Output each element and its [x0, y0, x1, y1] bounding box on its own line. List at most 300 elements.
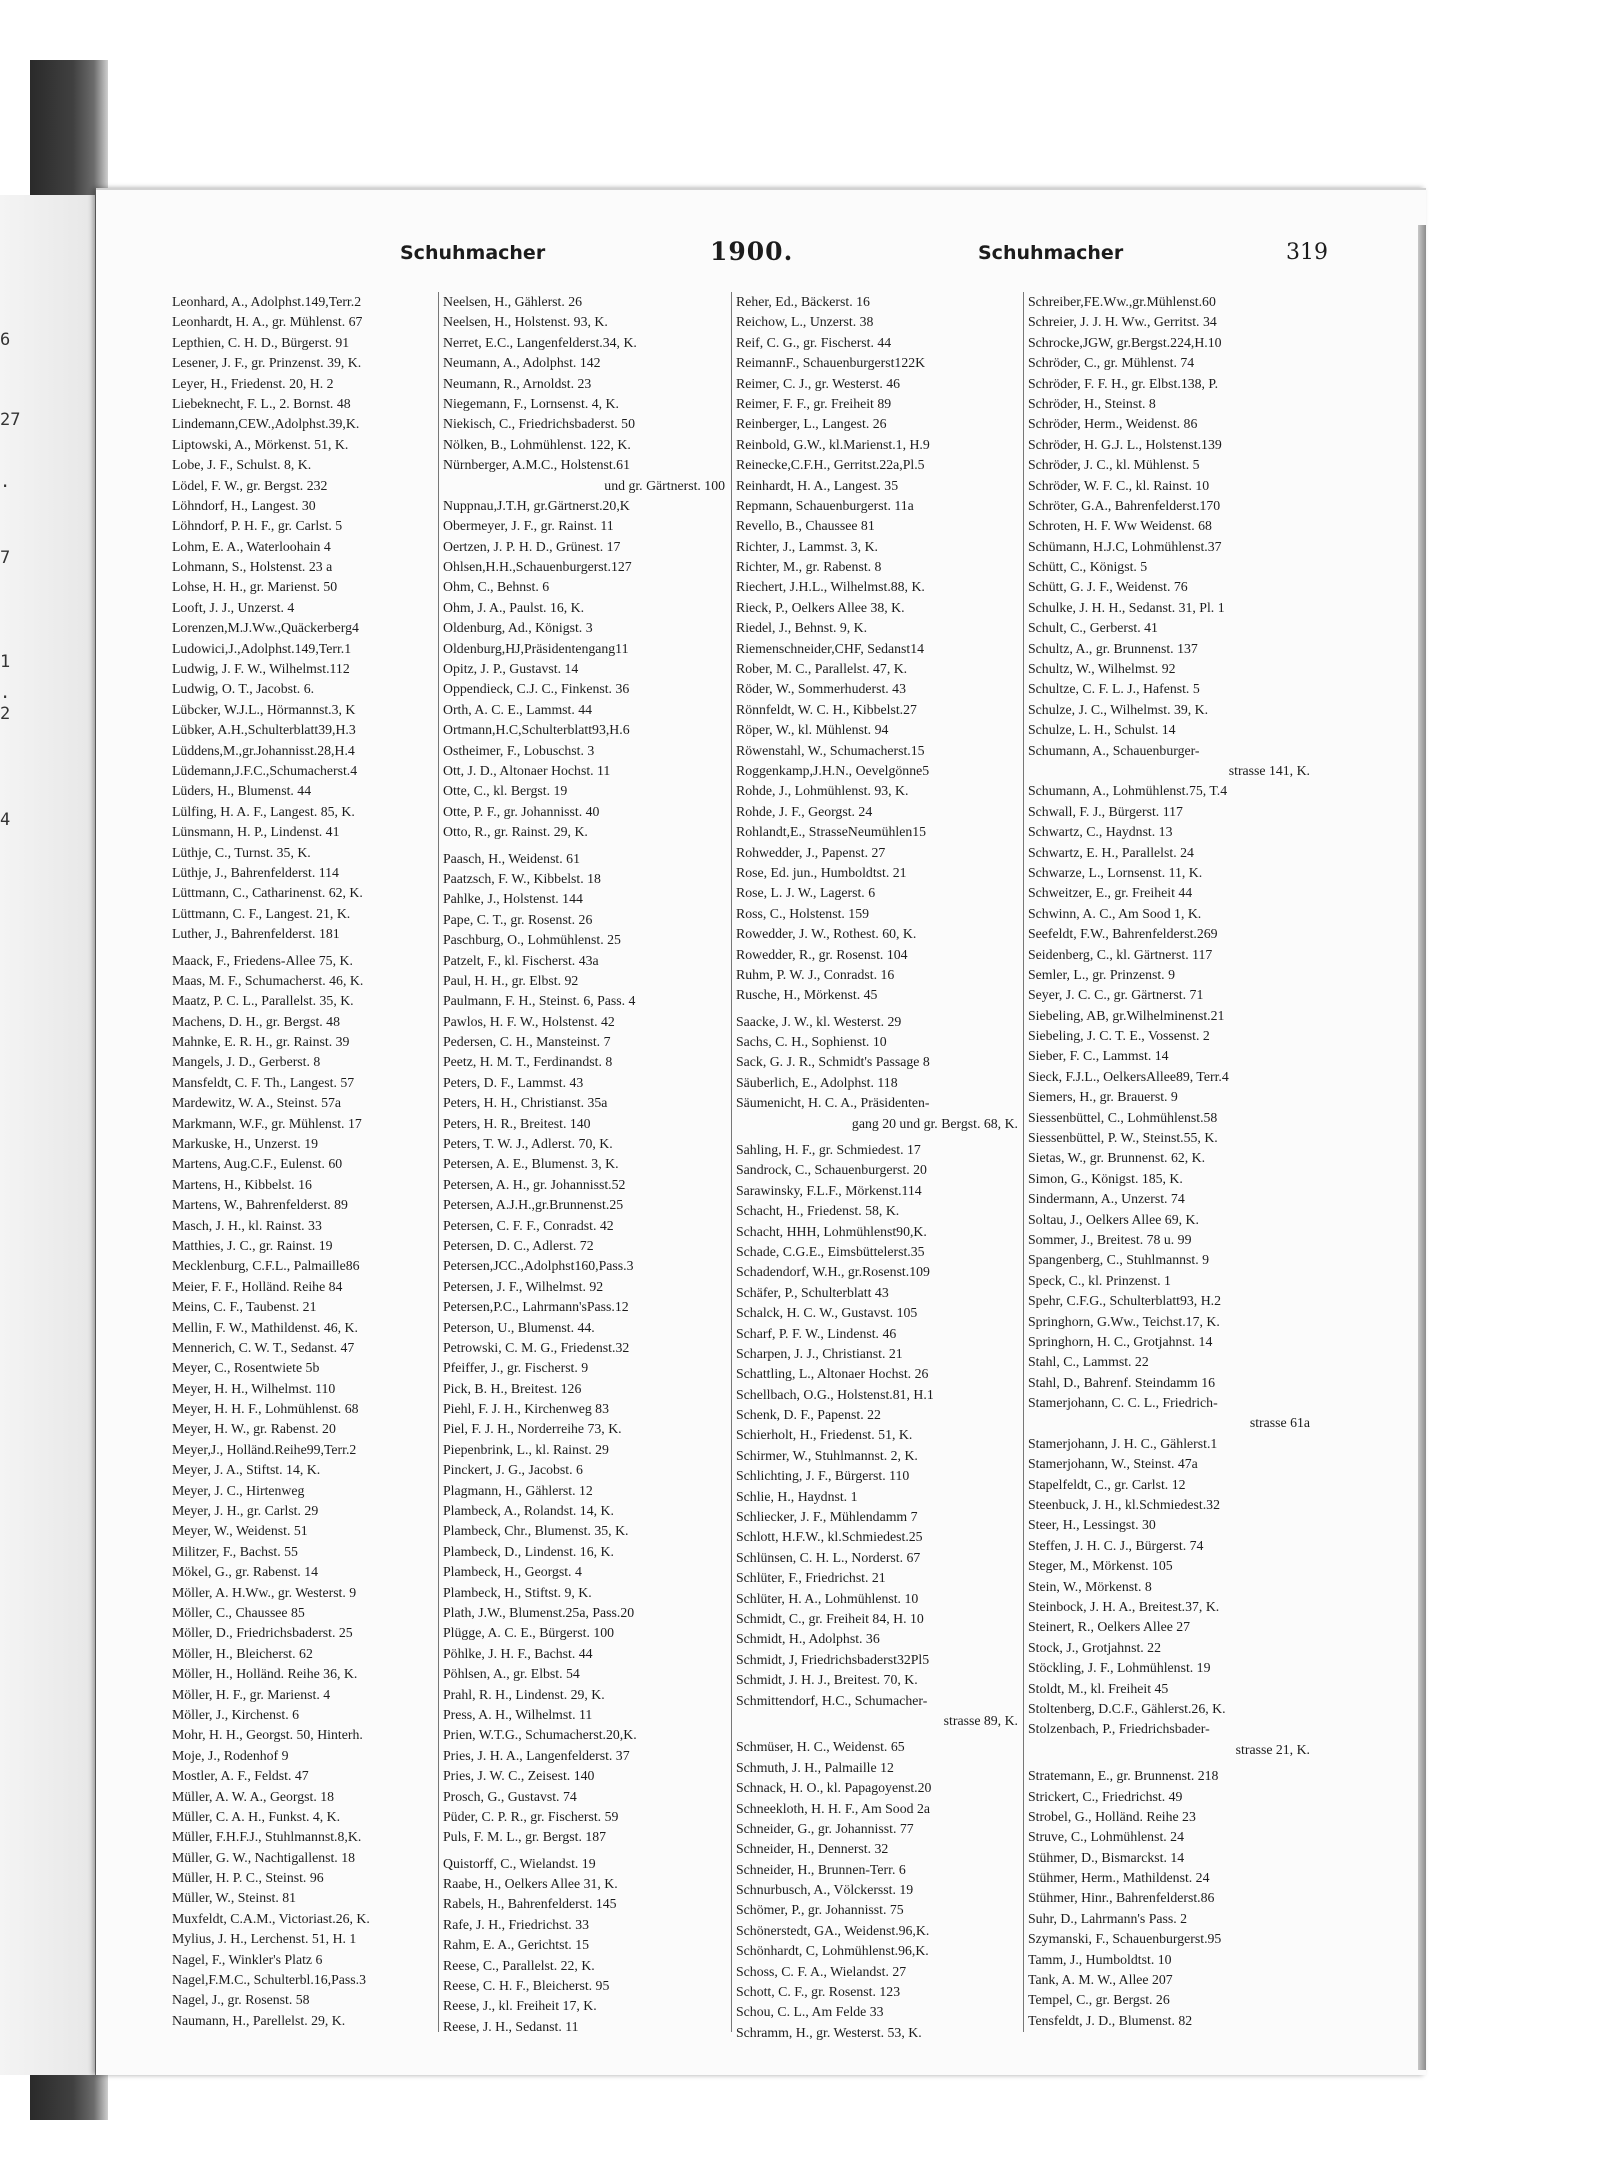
directory-entry: Möller, H. F., gr. Marienst. 4 [172, 1686, 331, 1702]
directory-entry: Press, A. H., Wilhelmst. 11 [443, 1706, 593, 1722]
directory-entry: Stamerjohann, W., Steinst. 47a [1028, 1456, 1198, 1472]
directory-entry: Plambeck, H., Stiftst. 9, K. [443, 1584, 592, 1600]
directory-entry: Schwall, F. J., Bürgerst. 117 [1028, 803, 1183, 819]
directory-entry: Rahm, E. A., Gerichtst. 15 [443, 1937, 589, 1953]
directory-entry: Schulze, J. C., Wilhelmst. 39, K. [1028, 701, 1209, 717]
directory-entry: Leyer, H., Friedenst. 20, H. 2 [172, 375, 334, 391]
directory-entry: Pinckert, J. G., Jacobst. 6 [443, 1462, 583, 1478]
directory-entry: Piehl, F. J. H., Kirchenweg 83 [443, 1401, 609, 1417]
directory-entry: Rabels, H., Bahrenfelderst. 145 [443, 1896, 617, 1912]
directory-entry: Scharpen, J. J., Christianst. 21 [736, 1345, 903, 1361]
directory-entry: Sieck, F.J.L., OelkersAllee89, Terr.4 [1028, 1068, 1229, 1084]
directory-entry: Schweitzer, E., gr. Freiheit 44 [1028, 885, 1193, 901]
directory-entry: Stapelfeldt, C., gr. Carlst. 12 [1028, 1476, 1186, 1492]
page-header [96, 237, 1426, 282]
directory-entry: Schönerstedt, GA., Weidenst.96,K. [736, 1922, 930, 1938]
directory-entry: Meyer, J. C., Hirtenweg [172, 1482, 305, 1498]
directory-entry: Schultz, A., gr. Brunnenst. 137 [1028, 640, 1198, 656]
directory-entry: Säuberlich, E., Adolphst. 118 [736, 1074, 898, 1090]
directory-entry: Schmidt, J, Friedrichsbaderst32Pl5 [736, 1651, 930, 1667]
directory-entry: Rose, Ed. jun., Humboldtst. 21 [736, 864, 907, 880]
directory-entry: Riemenschneider,CHF, Sedanst14 [736, 640, 925, 656]
directory-entry: Sietas, W., gr. Brunnenst. 62, K. [1028, 1150, 1206, 1166]
directory-entry: Meyer, J. H., gr. Carlst. 29 [172, 1503, 319, 1519]
directory-entry: Plambeck, A., Rolandst. 14, K. [443, 1503, 614, 1519]
directory-entry: Richter, J., Lammst. 3, K. [736, 538, 878, 554]
directory-entry: Mardewitz, W. A., Steinst. 57a [172, 1095, 341, 1111]
directory-entry: Looft, J. J., Unzerst. 4 [172, 599, 295, 615]
directory-entry: Schnurbusch, A., Völckersst. 19 [736, 1882, 914, 1898]
directory-entry: Schneekloth, H. H. F., Am Sood 2a [736, 1800, 930, 1816]
directory-entry: Plagmann, H., Gählerst. 12 [443, 1482, 593, 1498]
directory-entry: Lindemann,CEW.,Adolphst.39,K. [172, 416, 360, 432]
directory-column-4 [1028, 292, 1310, 2031]
directory-entry: Struve, C., Lohmühlenst. 24 [1028, 1829, 1184, 1845]
directory-entry: Ohm, J. A., Paulst. 16, K. [443, 599, 585, 615]
directory-entry: Schrocke,JGW, gr.Bergst.224,H.10 [1028, 334, 1222, 350]
directory-entry: Petersen, D. C., Adlerst. 72 [443, 1237, 594, 1253]
directory-entry: Naumann, H., Parellelst. 29, K. [172, 2012, 346, 2028]
directory-entry: Schreiber,FE.Ww.,gr.Mühlenst.60 [1028, 294, 1216, 309]
header-right-title: Schuhmacher [978, 242, 1124, 264]
directory-entry: Schütt, G. J. F., Weidenst. 76 [1028, 579, 1188, 595]
directory-entry: Nagel, F., Winkler's Platz 6 [172, 1951, 323, 1967]
left-page-fragment: 6 [0, 330, 11, 350]
directory-entry: Nerret, E.C., Langenfelderst.34, K. [443, 334, 637, 350]
directory-entry: Prosch, G., Gustavst. 74 [443, 1788, 577, 1804]
directory-entry: Militzer, F., Bachst. 55 [172, 1543, 298, 1559]
directory-entry: Schmittendorf, H.C., Schumacher- [736, 1692, 928, 1708]
directory-entry: Lülfing, H. A. F., Langest. 85, K. [172, 803, 355, 819]
directory-entry: Püder, C. P. R., gr. Fischerst. 59 [443, 1808, 619, 1824]
directory-entry: Schmidt, J. H. J., Breitest. 70, K. [736, 1672, 918, 1688]
directory-entry: Reher, Ed., Bäckerst. 16 [736, 294, 870, 309]
directory-entry: Schröder, C., gr. Mühlenst. 74 [1028, 355, 1195, 371]
directory-entry: Otto, R., gr. Rainst. 29, K. [443, 824, 588, 840]
directory-entry: Sieber, F. C., Lammst. 14 [1028, 1048, 1169, 1064]
directory-entry: Paschburg, O., Lohmühlenst. 25 [443, 932, 621, 948]
directory-entry: Schütt, C., Königst. 5 [1028, 559, 1148, 575]
directory-entry: Rohlandt,E., StrasseNeumühlen15 [736, 824, 927, 840]
directory-entry: Steer, H., Lessingst. 30 [1028, 1517, 1156, 1533]
directory-entry: Pries, J. W. C., Zeisest. 140 [443, 1768, 595, 1784]
directory-entry: Siebeling, J. C. T. E., Vossenst. 2 [1028, 1028, 1210, 1044]
directory-entry: Markuske, H., Unzerst. 19 [172, 1136, 318, 1152]
directory-entry: Petersen,P.C., Lahrmann'sPass.12 [443, 1299, 629, 1315]
directory-entry: Sarawinsky, F.L.F., Mörkenst.114 [736, 1182, 922, 1198]
directory-entry: ReimannF., Schauenburgerst122K [736, 355, 926, 371]
directory-entry: Schumann, A., Schauenburger- [1028, 742, 1200, 758]
directory-entry: Rohde, J. F., Georgst. 24 [736, 803, 873, 819]
directory-entry: Meyer, H. W., gr. Rabenst. 20 [172, 1421, 336, 1437]
directory-entry: Stein, W., Mörkenst. 8 [1028, 1578, 1152, 1594]
directory-entry: Otte, C., kl. Bergst. 19 [443, 783, 568, 799]
directory-entry: Rohwedder, J., Papenst. 27 [736, 844, 886, 860]
directory-entry: Schade, C.G.E., Eimsbüttelerst.35 [736, 1243, 925, 1259]
directory-entry: Rieck, P., Oelkers Allee 38, K. [736, 599, 905, 615]
left-page-edge [0, 195, 95, 2075]
directory-entry: Ortmann,H.C,Schulterblatt93,H.6 [443, 722, 630, 738]
directory-entry: Schwartz, C., Haydnst. 13 [1028, 824, 1173, 840]
directory-entry: Plambeck, H., Georgst. 4 [443, 1564, 582, 1580]
directory-entry: Schroten, H. F. Ww Weidenst. 68 [1028, 518, 1212, 534]
directory-entry: Schulke, J. H. H., Sedanst. 31, Pl. 1 [1028, 599, 1225, 615]
directory-entry: Schirmer, W., Stuhlmannst. 2, K. [736, 1447, 918, 1463]
header-left-title: Schuhmacher [400, 242, 546, 264]
directory-entry: Sahling, H. F., gr. Schmiedest. 17 [736, 1142, 921, 1158]
directory-entry: Oldenburg, Ad., Königst. 3 [443, 620, 593, 636]
directory-entry: Schwarze, L., Lornsenst. 11, K. [1028, 864, 1203, 880]
directory-entry: Stühmer, D., Bismarckst. 14 [1028, 1849, 1185, 1865]
directory-entry: Springhorn, G.Ww., Teichst.17, K. [1028, 1313, 1220, 1329]
directory-entry: Petersen, A.J.H.,gr.Brunnenst.25 [443, 1197, 624, 1213]
directory-entry: Tensfeldt, J. D., Blumenst. 82 [1028, 2012, 1193, 2028]
directory-column-3 [736, 292, 1018, 2043]
directory-entry: Stahl, D., Bahrenf. Steindamm 16 [1028, 1374, 1215, 1390]
directory-entry: Neelsen, H., Gählerst. 26 [443, 294, 583, 309]
directory-entry: Lesener, J. F., gr. Prinzenst. 39, K. [172, 355, 362, 371]
directory-entry: Schmidt, C., gr. Freiheit 84, H. 10 [736, 1611, 924, 1626]
directory-entry: Ross, C., Holstenst. 159 [736, 905, 870, 921]
left-page-fragment: . [0, 683, 11, 703]
directory-entry: Pöhlsen, A., gr. Elbst. 54 [443, 1666, 580, 1682]
left-page-fragment: 7 [0, 548, 11, 568]
directory-entry: Schacht, HHH, Lohmühlenst90,K. [736, 1223, 927, 1239]
directory-entry: Stoldt, M., kl. Freiheit 45 [1028, 1680, 1169, 1696]
directory-entry: Sachs, C. H., Sophienst. 10 [736, 1034, 887, 1050]
directory-entry: Schadendorf, W.H., gr.Rosenst.109 [736, 1264, 930, 1280]
directory-entry: Schömer, P., gr. Johannisst. 75 [736, 1902, 904, 1918]
directory-entry: Niegemann, F., Lornsenst. 4, K. [443, 395, 619, 411]
directory-entry: Röder, W., Sommerhuderst. 43 [736, 681, 906, 697]
directory-entry: Sindermann, A., Unzerst. 74 [1028, 1191, 1185, 1207]
directory-entry: Tamm, J., Humboldtst. 10 [1028, 1951, 1172, 1967]
directory-entry: Stahl, C., Lammst. 22 [1028, 1354, 1149, 1370]
directory-entry: Reese, J., kl. Freiheit 17, K. [443, 1998, 597, 2014]
directory-entry: Seyer, J. C. C., gr. Gärtnerst. 71 [1028, 987, 1204, 1003]
directory-entry: Revello, B., Chaussee 81 [736, 518, 875, 534]
directory-entry: Ruhm, P. W. J., Conradst. 16 [736, 966, 895, 982]
directory-entry: Müller, H. P. C., Steinst. 96 [172, 1870, 324, 1886]
directory-entry: Schmüser, H. C., Weidenst. 65 [736, 1739, 905, 1755]
directory-entry: Moje, J., Rodenhof 9 [172, 1747, 289, 1763]
directory-entry: Rose, L. J. W., Lagerst. 6 [736, 885, 876, 901]
directory-entry: Stamerjohann, J. H. C., Gählerst.1 [1028, 1435, 1218, 1451]
directory-entry: Ludowici,J.,Adolphst.149,Terr.1 [172, 640, 352, 656]
directory-entry: Steinert, R., Oelkers Allee 27 [1028, 1619, 1191, 1635]
directory-entry: Löhndorf, P. H. F., gr. Carlst. 5 [172, 518, 343, 534]
directory-entry: Prahl, R. H., Lindenst. 29, K. [443, 1686, 605, 1702]
directory-entry: Lorenzen,M.J.Ww.,Quäckerberg4 [172, 620, 359, 636]
directory-entry: Reinhardt, H. A., Langest. 35 [736, 477, 899, 493]
directory-page [96, 188, 1426, 2075]
directory-entry: Nagel, J., gr. Rosenst. 58 [172, 1992, 310, 2008]
directory-entry: Rohde, J., Lohmühlenst. 93, K. [736, 783, 909, 799]
directory-entry: Reimer, C. J., gr. Westerst. 46 [736, 375, 901, 391]
directory-entry: Petersen, A. H., gr. Johannisst.52 [443, 1176, 626, 1192]
page-number: 319 [1286, 240, 1328, 265]
directory-entry: Reese, C., Parallelst. 22, K. [443, 1957, 595, 1973]
directory-entry: Simon, G., Königst. 185, K. [1028, 1170, 1183, 1186]
directory-entry: Lüdemann,J.F.C.,Schumacherst.4 [172, 762, 358, 778]
directory-entry: Speck, C., kl. Prinzenst. 1 [1028, 1272, 1171, 1288]
directory-entry: Martens, W., Bahrenfelderst. 89 [172, 1197, 348, 1213]
directory-entry: Schröder, H. G.J. L., Holstenst.139 [1028, 436, 1222, 452]
directory-entry: Strobel, G., Holländ. Reihe 23 [1028, 1808, 1196, 1824]
directory-entry: Lüddens,M.,gr.Johannisst.28,H.4 [172, 742, 355, 758]
directory-entry: Schäfer, P., Schulterblatt 43 [736, 1284, 889, 1300]
directory-entry: Schoss, C. F. A., Wielandst. 27 [736, 1963, 907, 1979]
directory-entry: Petersen, A. E., Blumenst. 3, K. [443, 1156, 619, 1172]
directory-entry: Martens, H., Kibbelst. 16 [172, 1176, 312, 1192]
directory-entry: Schlott, H.F.W., kl.Schmiedest.25 [736, 1529, 923, 1545]
directory-entry: Markmann, W.F., gr. Mühlenst. 17 [172, 1115, 362, 1131]
directory-entry: Mohr, H. H., Georgst. 50, Hinterh. [172, 1727, 363, 1743]
directory-entry: Schlichting, J. F., Bürgerst. 110 [736, 1468, 910, 1484]
directory-entry: Plambeck, Chr., Blumenst. 35, K. [443, 1523, 629, 1539]
directory-entry: Schwartz, E. H., Parallelst. 24 [1028, 844, 1194, 860]
directory-entry: Lepthien, C. H. D., Bürgerst. 91 [172, 334, 350, 350]
directory-entry: Lüthje, C., Turnst. 35, K. [172, 844, 311, 860]
directory-entry: Raabe, H., Oelkers Allee 31, K. [443, 1876, 618, 1892]
directory-entry: Spangenberg, C., Stuhlmannst. 9 [1028, 1252, 1210, 1268]
directory-entry: Schröder, W. F. C., kl. Rainst. 10 [1028, 477, 1210, 493]
column-rule [1023, 292, 1024, 2032]
directory-entry: Schneider, H., Brunnen-Terr. 6 [736, 1861, 906, 1877]
directory-entry: Schultz, W., Wilhelmst. 92 [1028, 661, 1176, 677]
directory-entry: Tank, A. M. W., Allee 207 [1028, 1972, 1173, 1988]
directory-entry: Stöckling, J. F., Lohmühlenst. 19 [1028, 1660, 1211, 1676]
directory-entry: Meyer, J. A., Stiftst. 14, K. [172, 1462, 321, 1478]
directory-entry: Müller, C. A. H., Funkst. 4, K. [172, 1808, 341, 1824]
directory-entry: Stühmer, Herm., Mathildenst. 24 [1028, 1870, 1210, 1886]
directory-entry: Paul, H. H., gr. Elbst. 92 [443, 972, 579, 988]
directory-entry: Schönhardt, C, Lohmühlenst.96,K. [736, 1943, 929, 1959]
directory-entry: Schramm, H., gr. Westerst. 53, K. [736, 2024, 922, 2040]
directory-entry: Martens, Aug.C.F., Eulenst. 60 [172, 1156, 343, 1172]
directory-entry: Rönnfeldt, W. C. H., Kibbelst.27 [736, 701, 917, 717]
directory-column-2 [443, 292, 725, 2037]
directory-entry: Stühmer, Hinr., Bahrenfelderst.86 [1028, 1890, 1215, 1906]
directory-entry: Obermeyer, J. F., gr. Rainst. 11 [443, 518, 614, 534]
directory-entry: Spehr, C.F.G., Schulterblatt93, H.2 [1028, 1293, 1222, 1309]
directory-entry: Sommer, J., Breitest. 78 u. 99 [1028, 1231, 1192, 1247]
directory-entry: Neumann, R., Arnoldst. 23 [443, 375, 592, 391]
directory-entry: Pedersen, C. H., Mansteinst. 7 [443, 1034, 611, 1050]
directory-entry: Mylius, J. H., Lerchenst. 51, H. 1 [172, 1931, 357, 1947]
directory-entry: Orth, A. C. E., Lammst. 44 [443, 701, 593, 717]
directory-entry: Oppendieck, C.J. C., Finkenst. 36 [443, 681, 630, 697]
directory-entry: Schlünsen, C. H. L., Norderst. 67 [736, 1549, 921, 1565]
directory-entry: Müller, A. W. A., Georgst. 18 [172, 1788, 335, 1804]
directory-entry: Lödel, F. W., gr. Bergst. 232 [172, 477, 328, 493]
directory-entry: Ohlsen,H.H.,Schauenburgerst.127 [443, 559, 632, 575]
directory-entry: Masch, J. H., kl. Rainst. 33 [172, 1217, 322, 1233]
directory-entry: Richter, M., gr. Rabenst. 8 [736, 559, 882, 575]
directory-entry: Rowedder, J. W., Rothest. 60, K. [736, 926, 917, 942]
directory-entry: Ohm, C., Behnst. 6 [443, 579, 550, 595]
directory-entry: Rafe, J. H., Friedrichst. 33 [443, 1916, 589, 1932]
directory-entry: Machens, D. H., gr. Bergst. 48 [172, 1013, 340, 1029]
directory-entry: Peterson, U., Blumenst. 44. [443, 1319, 595, 1335]
directory-entry: Stamerjohann, C. C. L., Friedrich- [1028, 1395, 1218, 1411]
directory-entry: Schattling, L., Altonaer Hochst. 26 [736, 1366, 929, 1382]
directory-entry: Petersen,JCC.,Adolphst160,Pass.3 [443, 1258, 634, 1274]
directory-entry: Piepenbrink, L., kl. Rainst. 29 [443, 1441, 609, 1457]
directory-entry: Seefeldt, F.W., Bahrenfelderst.269 [1028, 926, 1218, 942]
left-page-fragment: 2 [0, 704, 11, 724]
directory-entry: Maack, F., Friedens-Allee 75, K. [172, 952, 353, 968]
directory-entry: Schneider, H., Dennerst. 32 [736, 1841, 889, 1857]
directory-entry: Lüttmann, C., Catharinenst. 62, K. [172, 885, 363, 901]
directory-entry: Lohse, H. H., gr. Marienst. 50 [172, 579, 338, 595]
directory-entry: und gr. Gärtnerst. 100 [604, 477, 725, 493]
directory-entry: Riedel, J., Behnst. 9, K. [736, 620, 868, 636]
directory-entry: Siessenbüttel, C., Lohmühlenst.58 [1028, 1109, 1218, 1125]
directory-entry: Möller, H., Bleicherst. 62 [172, 1645, 313, 1661]
directory-entry: Röwenstahl, W., Schumacherst.15 [736, 742, 925, 758]
directory-entry: Mahnke, E. R. H., gr. Rainst. 39 [172, 1034, 350, 1050]
directory-entry: Maatz, P. C. L., Parallelst. 35, K. [172, 993, 354, 1009]
directory-entry: Reichow, L., Unzerst. 38 [736, 314, 874, 330]
directory-entry: Schumann, A., Lohmühlenst.75, T.4 [1028, 783, 1228, 799]
directory-entry: Schümann, H.J.C, Lohmühlenst.37 [1028, 538, 1222, 554]
directory-entry: Ludwig, O. T., Jacobst. 6. [172, 681, 315, 697]
directory-entry: Reif, C. G., gr. Fischerst. 44 [736, 334, 892, 350]
directory-entry: Lübcker, W.J.L., Hörmannst.3, K [172, 701, 356, 717]
directory-entry: Meyer, H. H. F., Lohmühlenst. 68 [172, 1401, 359, 1417]
directory-entry: Sack, G. J. R., Schmidt's Passage 8 [736, 1054, 930, 1070]
directory-entry: Neelsen, H., Holstenst. 93, K. [443, 314, 608, 330]
directory-entry: Piel, F. J. H., Norderreihe 73, K. [443, 1421, 622, 1437]
directory-entry: Meyer,J., Holländ.Reihe99,Terr.2 [172, 1441, 357, 1457]
directory-entry: Stock, J., Grotjahnst. 22 [1028, 1639, 1161, 1655]
directory-entry: Matthies, J. C., gr. Rainst. 19 [172, 1237, 333, 1253]
directory-entry: Siessenbüttel, P. W., Steinst.55, K. [1028, 1130, 1218, 1146]
directory-entry: Pries, J. H. A., Langenfelderst. 37 [443, 1747, 630, 1763]
directory-entry: Schott, C. F., gr. Rosenst. 123 [736, 1984, 901, 2000]
directory-entry: Schliecker, J. F., Mühlendamm 7 [736, 1509, 918, 1525]
directory-entry: Saacke, J. W., kl. Westerst. 29 [736, 1013, 902, 1029]
directory-entry: Lüders, H., Blumenst. 44 [172, 783, 312, 799]
directory-entry: Säumenicht, H. C. A., Präsidenten- [736, 1095, 930, 1111]
directory-entry: Riechert, J.H.L., Wilhelmst.88, K. [736, 579, 925, 595]
directory-entry: Pawlos, H. F. W., Holstenst. 42 [443, 1013, 615, 1029]
directory-entry: Peters, T. W. J., Adlerst. 70, K. [443, 1136, 613, 1152]
directory-entry: Lobe, J. F., Schulst. 8, K. [172, 457, 312, 473]
directory-entry: Pahlke, J., Holstenst. 144 [443, 891, 583, 907]
directory-entry: Mennerich, C. W. T., Sedanst. 47 [172, 1339, 355, 1355]
directory-entry: Schneider, G., gr. Johannisst. 77 [736, 1820, 914, 1836]
directory-entry: Ostheimer, F., Lobuschst. 3 [443, 742, 595, 758]
directory-entry: Mostler, A. F., Feldst. 47 [172, 1768, 309, 1784]
directory-entry: Schröter, G.A., Bahrenfelderst.170 [1028, 497, 1221, 513]
directory-entry: Prien, W.T.G., Schumacherst.20,K. [443, 1727, 637, 1743]
directory-entry: Peetz, H. M. T., Ferdinandst. 8 [443, 1054, 613, 1070]
directory-entry: Pick, B. H., Breitest. 126 [443, 1380, 582, 1396]
directory-entry: Möller, H., Holländ. Reihe 36, K. [172, 1666, 358, 1682]
directory-entry: Ott, J. D., Altonaer Hochst. 11 [443, 762, 611, 778]
directory-entry: Siemers, H., gr. Brauerst. 9 [1028, 1089, 1178, 1105]
directory-entry: Müller, F.H.F.J., Stuhlmannst.8,K. [172, 1829, 362, 1845]
directory-entry: Paulmann, F. H., Steinst. 6, Pass. 4 [443, 993, 636, 1009]
directory-entry: Plambeck, D., Lindenst. 16, K. [443, 1543, 614, 1559]
directory-entry: strasse 61a [1249, 1415, 1310, 1431]
directory-entry: Nagel,F.M.C., Schulterbl.16,Pass.3 [172, 1972, 366, 1988]
directory-entry: Luther, J., Bahrenfelderst. 181 [172, 926, 340, 942]
directory-entry: Schröder, F. F. H., gr. Elbst.138, P. [1028, 375, 1219, 391]
directory-entry: Mökel, G., gr. Rabenst. 14 [172, 1564, 319, 1580]
directory-entry: Roggenkamp,J.H.N., Oevelgönne5 [736, 762, 930, 778]
directory-entry: Schwinn, A. C., Am Sood 1, K. [1028, 905, 1202, 921]
directory-entry: Siebeling, AB, gr.Wilhelminenst.21 [1028, 1007, 1225, 1023]
left-page-fragment: 4 [0, 810, 11, 830]
left-page-fragment: 27 [0, 410, 21, 430]
directory-entry: Meyer, H. H., Wilhelmst. 110 [172, 1380, 336, 1396]
directory-entry: Meyer, C., Rosentwiete 5b [172, 1360, 320, 1376]
directory-entry: Pöhlke, J. H. F., Bachst. 44 [443, 1645, 593, 1661]
directory-entry: Neumann, A., Adolphst. 142 [443, 355, 601, 371]
directory-entry: Steenbuck, J. H., kl.Schmiedest.32 [1028, 1497, 1220, 1513]
directory-entry: Möller, A. H.Ww., gr. Westerst. 9 [172, 1584, 357, 1600]
header-year: 1900. [710, 237, 794, 266]
directory-entry: Schult, C., Gerberst. 41 [1028, 620, 1158, 636]
directory-entry: Schmidt, H., Adolphst. 36 [736, 1631, 880, 1647]
directory-entry: Nuppnau,J.T.H, gr.Gärtnerst.20,K [443, 497, 630, 513]
directory-entry: Quistorff, C., Wielandst. 19 [443, 1855, 596, 1871]
directory-entry: Möller, C., Chaussee 85 [172, 1605, 305, 1620]
directory-entry: Leonhardt, H. A., gr. Mühlenst. 67 [172, 314, 363, 330]
directory-entry: Mellin, F. W., Mathildenst. 46, K. [172, 1319, 358, 1335]
directory-entry: Liptowski, A., Mörkenst. 51, K. [172, 436, 349, 452]
directory-entry: strasse 141, K. [1228, 762, 1310, 778]
left-page-fragment: 1 [0, 652, 11, 672]
directory-entry: Schröder, Herm., Weidenst. 86 [1028, 416, 1198, 432]
directory-entry: Tempel, C., gr. Bergst. 26 [1028, 1992, 1170, 2008]
directory-entry: Sandrock, C., Schauenburgerst. 20 [736, 1162, 927, 1178]
directory-entry: Lünsmann, H. P., Lindenst. 41 [172, 824, 340, 840]
directory-entry: Paatzsch, F. W., Kibbelst. 18 [443, 870, 601, 886]
directory-entry: Peters, H. H., Christianst. 35a [443, 1095, 608, 1111]
directory-entry: Scharf, P. F. W., Lindenst. 46 [736, 1325, 897, 1341]
directory-entry: Oertzen, J. P. H. D., Grünest. 17 [443, 538, 621, 554]
directory-entry: Schenk, D. F., Papenst. 22 [736, 1407, 881, 1423]
directory-entry: Petrowski, C. M. G., Friedenst.32 [443, 1339, 630, 1355]
directory-entry: Schröder, H., Steinst. 8 [1028, 395, 1156, 411]
directory-entry: Möller, D., Friedrichsbaderst. 25 [172, 1625, 353, 1641]
directory-entry: Löhndorf, H., Langest. 30 [172, 497, 316, 513]
directory-column-1 [172, 292, 454, 2031]
directory-entry: Schlie, H., Haydnst. 1 [736, 1488, 858, 1504]
column-rule [438, 292, 439, 2032]
directory-entry: Lohmann, S., Holstenst. 23 a [172, 559, 333, 575]
directory-entry: Mangels, J. D., Gerberst. 8 [172, 1054, 321, 1070]
directory-entry: Schreier, J. J. H. Ww., Gerritst. 34 [1028, 314, 1217, 330]
directory-entry: Schulze, L. H., Schulst. 14 [1028, 722, 1176, 738]
directory-entry: Nölken, B., Lohmühlenst. 122, K. [443, 436, 631, 452]
directory-entry: Maas, M. F., Schumacherst. 46, K. [172, 972, 364, 988]
directory-entry: Schnack, H. O., kl. Papagoyenst.20 [736, 1780, 932, 1796]
directory-entry: Muxfeldt, C.A.M., Victoriast.26, K. [172, 1910, 370, 1926]
directory-entry: Soltau, J., Oelkers Allee 69, K. [1028, 1211, 1199, 1227]
directory-entry: Rober, M. C., Parallelst. 47, K. [736, 661, 908, 677]
directory-entry: Petersen, C. F. F., Conradst. 42 [443, 1217, 614, 1233]
directory-entry: Petersen, J. F., Wilhelmst. 92 [443, 1278, 604, 1294]
directory-entry: Schacht, H., Friedenst. 58, K. [736, 1203, 900, 1219]
directory-entry: Nürnberger, A.M.C., Holstenst.61 [443, 457, 630, 473]
directory-entry: Röper, W., kl. Mühlenst. 94 [736, 722, 889, 738]
directory-entry: Reinbold, G.W., kl.Marienst.1, H.9 [736, 436, 930, 452]
